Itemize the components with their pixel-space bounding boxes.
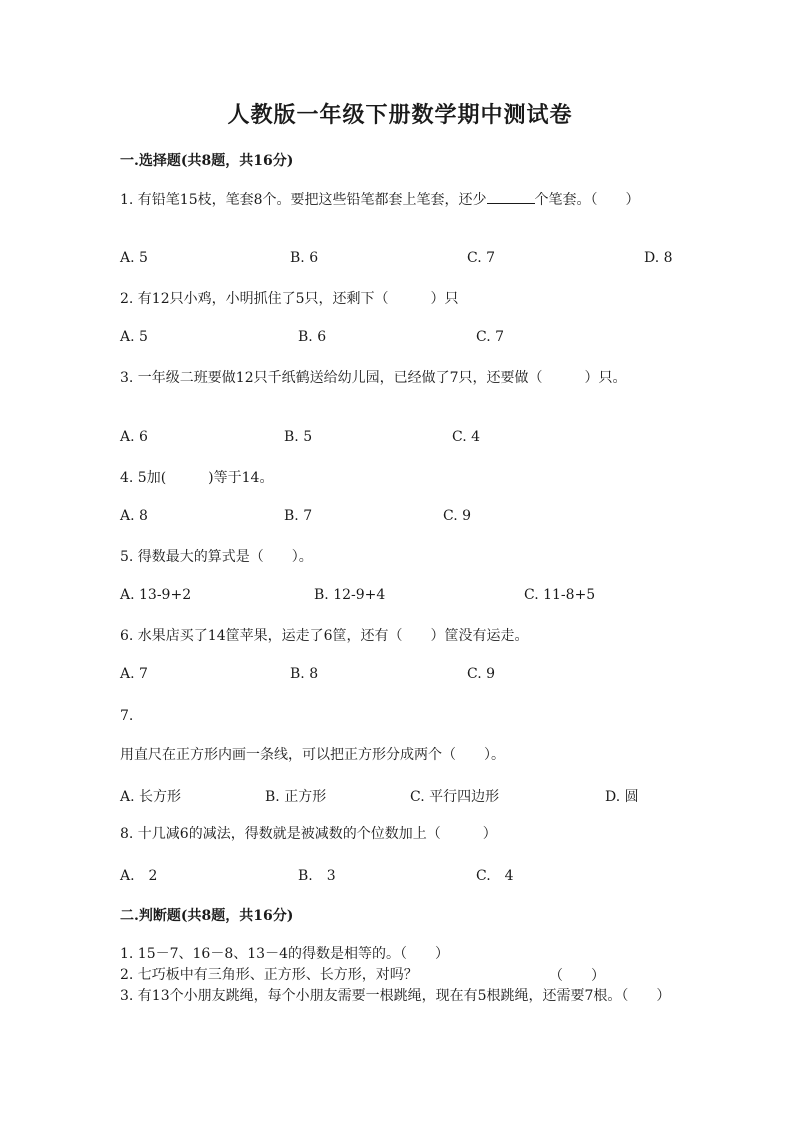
question-7: 用直尺在正方形内画一条线，可以把正方形分成两个（ ）。 [120,747,505,763]
q7-option-c: C. 平行四边形 [410,789,500,805]
section-heading-choice: 一.选择题(共8题，共16分) [120,153,294,169]
question-7-number: 7. [120,708,134,724]
question-4: 4. 5加( )等于14。 [120,470,274,486]
q2-option-c: C. 7 [476,329,505,345]
q6-option-b: B. 8 [290,666,319,682]
q6-option-c: C. 9 [467,666,496,682]
judgement-item-3: 3. 有13个小朋友跳绳，每个小朋友需要一根跳绳，现在有5根跳绳，还需要7根。（ ） [120,988,671,1004]
q1-option-d: D. 8 [644,250,673,266]
q3-option-b: B. 5 [284,429,313,445]
judgement-item-2-paren: （ ） [549,968,605,984]
q6-option-a: A. 7 [120,666,148,682]
question-1 [120,189,685,211]
q2-option-a: A. 5 [120,329,148,345]
question-8: 8. 十几减6的减法，得数就是被减数的个位数加上（ ） [120,826,497,842]
q8-option-b: B. 3 [298,868,336,884]
q5-option-c: C. 11-8+5 [524,587,596,603]
question-6: 6. 水果店买了14筐苹果，运走了6筐，还有（ ）筐没有运走。 [120,628,529,644]
q4-option-c: C. 9 [443,508,472,524]
page-title: 人教版一年级下册数学期中测试卷 [227,102,573,128]
q8-option-c: C. 4 [476,868,514,884]
q4-option-a: A. 8 [120,508,148,524]
q7-option-b: B. 正方形 [265,789,327,805]
q1-option-c: C. 7 [467,250,496,266]
q3-option-c: C. 4 [452,429,481,445]
q2-option-b: B. 6 [298,329,327,345]
question-2: 2. 有12只小鸡，小明抓住了5只，还剩下（ ）只 [120,291,459,307]
judgement-item-1: 1. 15－7、16－8、13－4的得数是相等的。（ ） [120,946,449,962]
q8-option-a: A. 2 [120,868,158,884]
answer-blank [487,189,535,204]
judgement-item-2: 2. 七巧板中有三角形、正方形、长方形，对吗？ [120,967,418,983]
q7-option-d: D. 圆 [605,789,639,805]
section-heading-judgement: 二.判断题(共8题，共16分) [120,908,294,924]
question-1-text-before: 1. 有铅笔15枝，笔套8个。要把这些铅笔都套上笔套，还少 [120,192,487,208]
q4-option-b: B. 7 [284,508,313,524]
q5-option-a: A. 13-9+2 [120,587,192,603]
q3-option-a: A. 6 [120,429,148,445]
q1-option-b: B. 6 [290,250,319,266]
q7-option-a: A. 长方形 [120,789,182,805]
q1-option-a: A. 5 [120,250,148,266]
question-3: 3. 一年级二班要做12只千纸鹤送给幼儿园，已经做了7只，还要做（ ）只。 [120,370,627,386]
question-1-text-after: 个笔套。（ ） [534,192,640,208]
q5-option-b: B. 12-9+4 [314,587,386,603]
question-5: 5. 得数最大的算式是（ ）。 [120,549,313,565]
